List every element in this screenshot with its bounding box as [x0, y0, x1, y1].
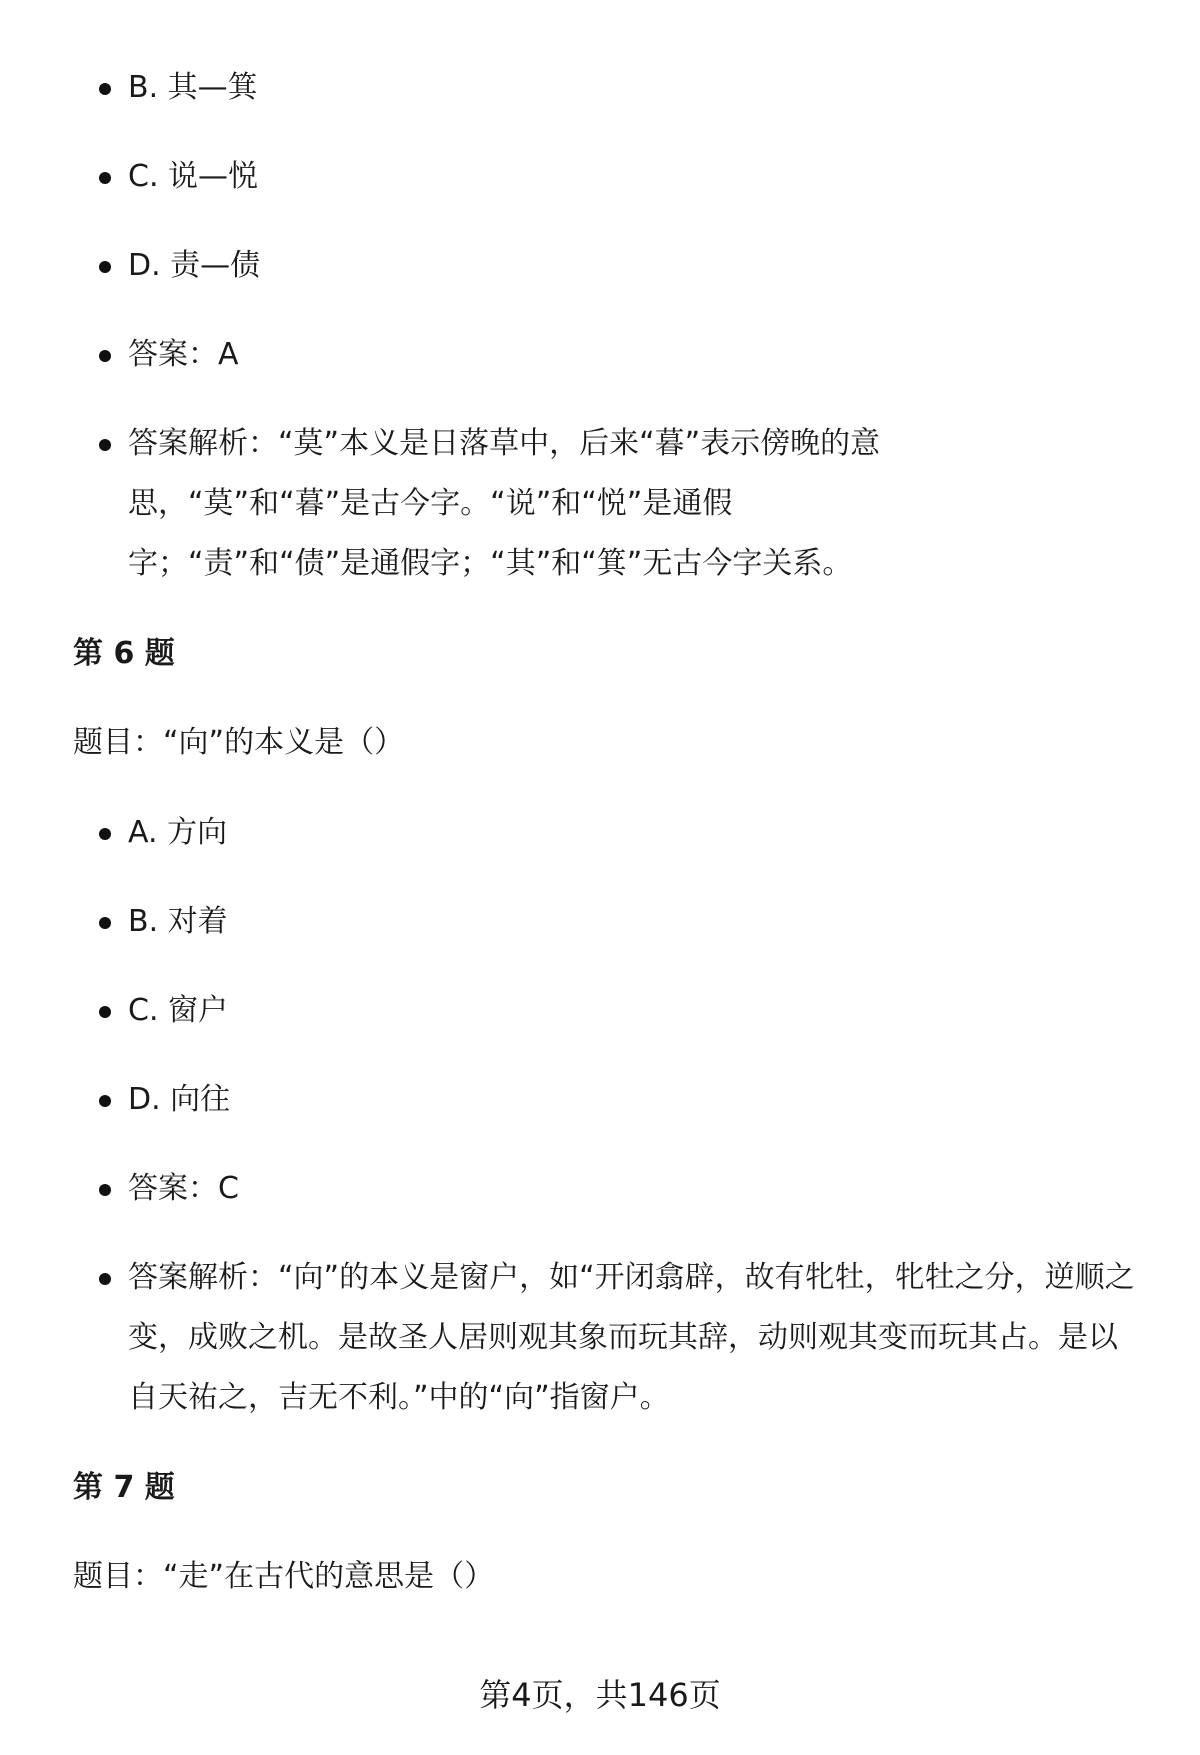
q6-answer: 答案：C	[128, 1159, 1138, 1219]
q5-answer: 答案：A	[128, 325, 1138, 385]
q5-option-d: D. 责—债	[128, 236, 1138, 296]
q5-analysis: 答案解析：“莫”本义是日落草中，后来“暮”表示傍晚的意思，“莫”和“暮”是古今字。“说”和“悦”是通假字；“责”和“债”是通假字；“其”和“箕”无古今字关系。	[128, 414, 948, 594]
q5-option-c: C. 说—悦	[128, 147, 1138, 207]
q6-option-c: C. 窗户	[128, 981, 1138, 1041]
q6-option-b: B. 对着	[128, 892, 1138, 952]
q7-stem: 题目：“走”在古代的意思是（）	[73, 1559, 495, 1594]
q6-stem: 题目：“向”的本义是（）	[73, 725, 405, 760]
q5-option-b: B. 其—箕	[128, 58, 1138, 118]
q6-heading: 第 6 题	[73, 636, 175, 671]
q6-option-a: A. 方向	[128, 803, 1138, 863]
q6-option-d: D. 向往	[128, 1070, 1138, 1130]
page-number-footer: 第4页，共146页	[479, 1676, 721, 1714]
q7-heading: 第 7 题	[73, 1470, 175, 1505]
q6-analysis: 答案解析：“向”的本义是窗户，如“开闭翕辟，故有牝牡，牝牡之分，逆顺之变，成败之机。是故圣人居则观其象而玩其辞，动则观其变而玩其占。是以自天祐之，吉无不利。”中的“向”指窗户。	[128, 1248, 1138, 1428]
